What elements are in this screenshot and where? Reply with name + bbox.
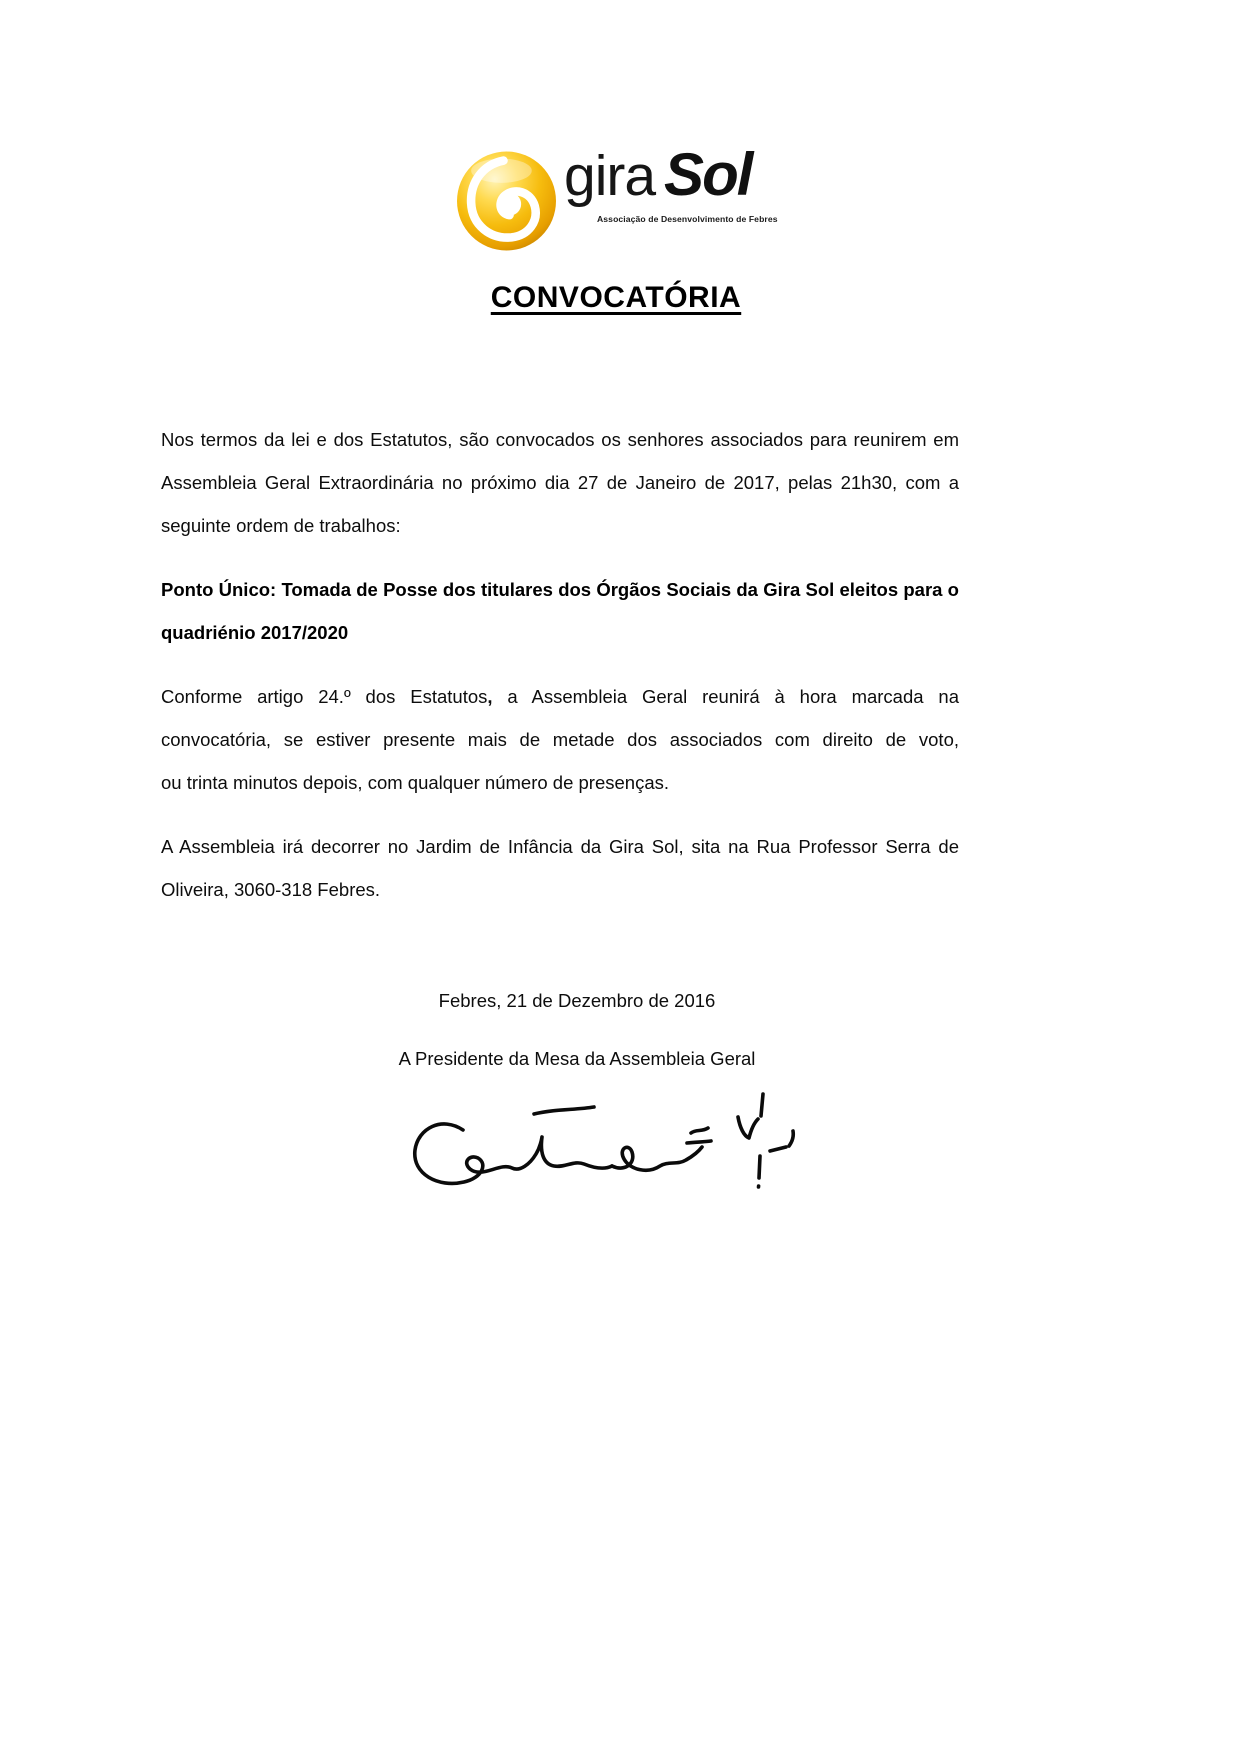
text-line: convocatória, se estiver presente mais de metade dos associados com direito de voto, <box>161 729 959 750</box>
logo-wordmark <box>564 141 752 222</box>
text-line: Nos termos da lei e dos Estatutos, são convocados os senhores associados para reunirem em <box>161 429 959 450</box>
paragraph-local <box>161 825 959 911</box>
paragraph-ponto-unico <box>161 568 959 654</box>
text-segment: a Assembleia Geral reunirá à hora marcada na <box>492 686 959 707</box>
document-body <box>161 418 959 932</box>
logo-word-gira: gira <box>564 144 656 208</box>
date-line: Febres, 21 de Dezembro de 2016 <box>438 990 716 1011</box>
text-segment: Conforme artigo 24.º dos Estatutos <box>161 686 488 707</box>
text-line <box>161 675 959 718</box>
sun-swirl-icon <box>456 150 557 252</box>
logo-word-sol: Sol <box>664 141 752 208</box>
text-segment-bold: , <box>487 686 493 707</box>
text-line: Assembleia Geral Extraordinária no próximo dia 27 de Janeiro de 2017, pelas 21h30, com a <box>161 472 959 493</box>
signature-scribble <box>408 1086 800 1192</box>
logo-tagline: Associação de Desenvolvimento de Febres <box>597 214 778 224</box>
text-line: quadriénio 2017/2020 <box>161 622 349 643</box>
text-line: Ponto Único: Tomada de Posse dos titulares dos Órgãos Sociais da Gira Sol eleitos para o <box>161 579 959 600</box>
paragraph-intro <box>161 418 959 547</box>
text-line: ou trinta minutos depois, com qualquer número de presenças. <box>161 772 670 793</box>
text-line: seguinte ordem de trabalhos: <box>161 515 401 536</box>
paragraph-artigo-24 <box>161 675 959 804</box>
text-line: A Assembleia irá decorrer no Jardim de Infância da Gira Sol, sita na Rua Professor Serra de <box>161 836 959 857</box>
gira-sol-logo <box>456 141 778 238</box>
page-title: CONVOCATÓRIA <box>490 281 742 314</box>
signatory-title: A Presidente da Mesa da Assembleia Geral <box>398 1048 756 1069</box>
text-line: Oliveira, 3060-318 Febres. <box>161 879 381 900</box>
